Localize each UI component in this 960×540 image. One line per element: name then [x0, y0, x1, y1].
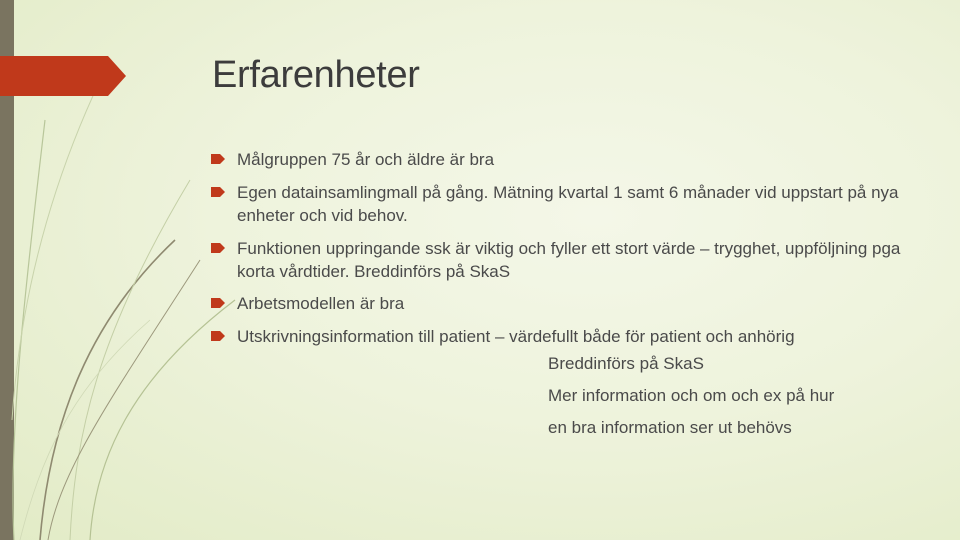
sub-line: en bra information ser ut behövs [548, 418, 792, 437]
bullet-item [211, 148, 911, 171]
bullet-arrow-icon [211, 152, 227, 166]
title-accent-arrow [0, 56, 126, 96]
bullet-arrow-icon [211, 296, 227, 310]
bullet-list [211, 148, 911, 358]
sub-line: Mer information och om och ex på hur [548, 386, 835, 405]
bullet-text: Arbetsmodellen är bra [237, 294, 405, 313]
sub-line: Breddinförs på SkaS [548, 354, 704, 373]
bullet-text: Funktionen uppringande ssk är viktig och fyller ett stort värde – trygghet, uppföljning pga korta vårdtider. Breddinförs på SkaS [237, 239, 901, 281]
bullet-arrow-icon [211, 241, 227, 255]
bullet-item [211, 292, 911, 315]
slide-title: Erfarenheter [212, 54, 420, 96]
bullet-item [211, 237, 911, 283]
bullet-text: Egen datainsamlingmall på gång. Mätning kvartal 1 samt 6 månader vid uppstart på nya enheter och vid behov. [237, 183, 899, 225]
bullet-text: Målgruppen 75 år och äldre är bra [237, 150, 495, 169]
bullet-item [211, 325, 911, 348]
bullet-arrow-icon [211, 329, 227, 343]
bullet-arrow-icon [211, 185, 227, 199]
bullet-item [211, 181, 911, 227]
bullet-text: Utskrivningsinformation till patient – värdefullt både för patient och anhörig [237, 327, 795, 346]
